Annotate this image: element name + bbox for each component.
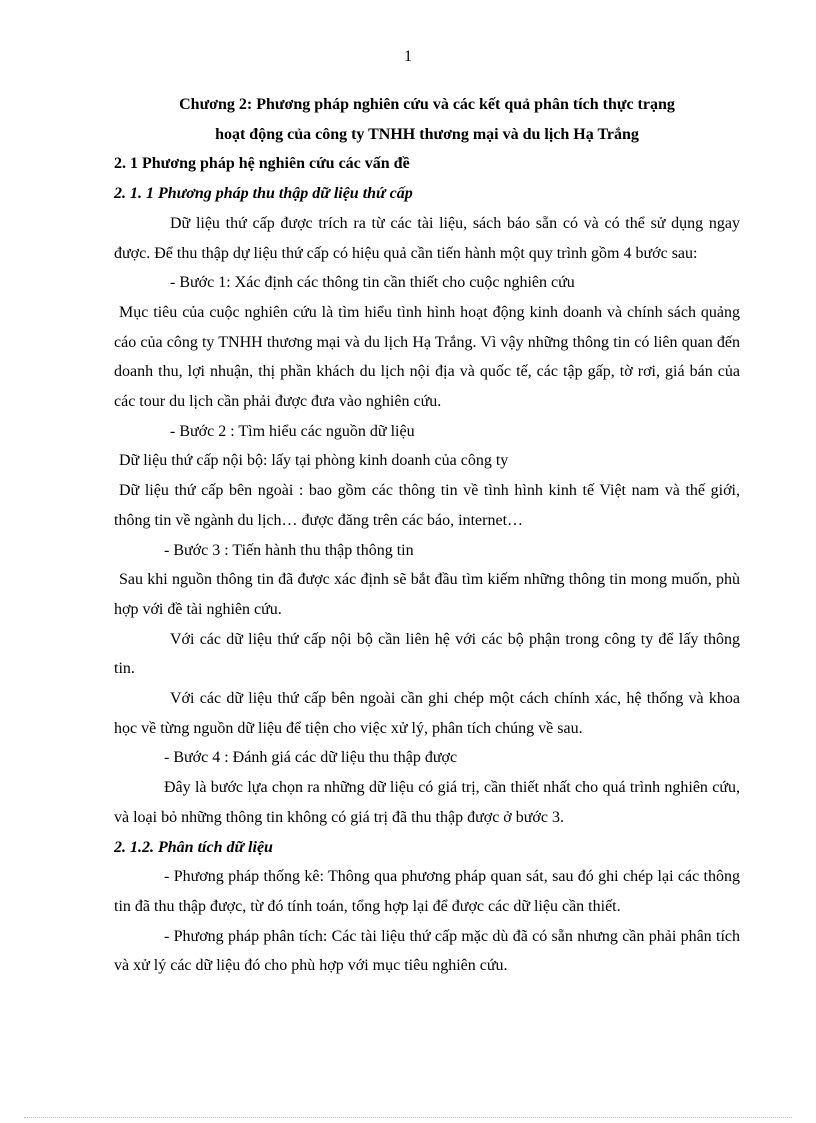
section-heading-2-1-1: 2. 1. 1 Phương pháp thu thập dữ liệu thứ cấp [114, 185, 413, 203]
section-heading-2-1: 2. 1 Phương pháp hệ nghiên cứu các vấn đề [114, 155, 410, 173]
step-3-label: - Bước 3 : Tiến hành thu thập thông tin [164, 541, 414, 559]
paragraph-analysis-method: - Phương pháp phân tích: Các tài liệu thứ cấp mặc dù đã có sẵn nhưng cần phải phân tích và xử lý các dữ liệu đó cho phù hợp với mục tiêu nghiên cứu. [114, 927, 740, 975]
paragraph-external-record: Với các dữ liệu thứ cấp bên ngoài cần ghi chép một cách chính xác, hệ thống và khoa học về từng nguồn dữ liệu để tiện cho việc xử lý, phân tích chúng về sau. [114, 690, 740, 737]
step-4-label: - Bước 4 : Đánh giá các dữ liệu thu thập được [164, 749, 458, 767]
page-number: 1 [404, 48, 412, 65]
paragraph-external-data: Dữ liệu thứ cấp bên ngoài : bao gồm các thông tin về tình hình kinh tế Việt nam và thế giới, thông tin về ngành du lịch… được đăng trên các báo, internet… [114, 482, 740, 529]
step-2-label: - Bước 2 : Tìm hiểu các nguồn dữ liệu [170, 422, 415, 440]
chapter-title-line-1: Chương 2: Phương pháp nghiên cứu và các kết quả phân tích thực trạng [179, 96, 675, 113]
paragraph-step-1: Mục tiêu của cuộc nghiên cứu là tìm hiểu tình hình hoạt động kinh doanh và chính sách quảng cáo của công ty TNHH thương mại và du lịch Hạ Trắng. Vì vậy những thông tin có liên quan đến doanh thu, lợi nhuận, thị phần khách du lịch nội địa và quốc tế, các tập gấp, tờ rơi, giá bán của các tour du lịch cần phải được đưa vào nghiên cứu. [114, 303, 740, 411]
paragraph-internal-contact: Với các dữ liệu thứ cấp nội bộ cần liên hệ với các bộ phận trong công ty để lấy thông tin. [114, 630, 740, 678]
page-body [114, 90, 740, 981]
paragraph-step-3: Sau khi nguồn thông tin đã được xác định sẽ bắt đầu tìm kiếm những thông tin mong muốn, phù hợp với đề tài nghiên cứu. [114, 571, 740, 618]
step-1-label: - Bước 1: Xác định các thông tin cần thiết cho cuộc nghiên cứu [170, 274, 575, 292]
paragraph-statistics-method: - Phương pháp thống kê: Thông qua phương pháp quan sát, sau đó ghi chép lại các thông tin đã thu thập được, từ đó tính toán, tổng hợp lại để được các dữ liệu cần thiết. [114, 868, 740, 915]
page-bottom-divider [24, 1117, 792, 1118]
paragraph-intro: Dữ liệu thứ cấp được trích ra từ các tài liệu, sách báo sẵn có và có thể sử dụng ngay được. Để thu thập dự liệu thứ cấp có hiệu quả cần tiến hành một quy trình gồm 4 bước sau: [114, 214, 740, 262]
chapter-title-line-2: hoạt động của công ty TNHH thương mại và du lịch Hạ Trắng [215, 125, 639, 143]
paragraph-internal-data: Dữ liệu thứ cấp nội bộ: lấy tại phòng kinh doanh của công ty [119, 452, 509, 470]
paragraph-step-4: Đây là bước lựa chọn ra những dữ liệu có giá trị, cần thiết nhất cho quá trình nghiên cứu, và loại bỏ những thông tin không có giá trị đã thu thập được ở bước 3. [114, 779, 740, 826]
section-heading-2-1-2: 2. 1.2. Phân tích dữ liệu [114, 838, 273, 856]
